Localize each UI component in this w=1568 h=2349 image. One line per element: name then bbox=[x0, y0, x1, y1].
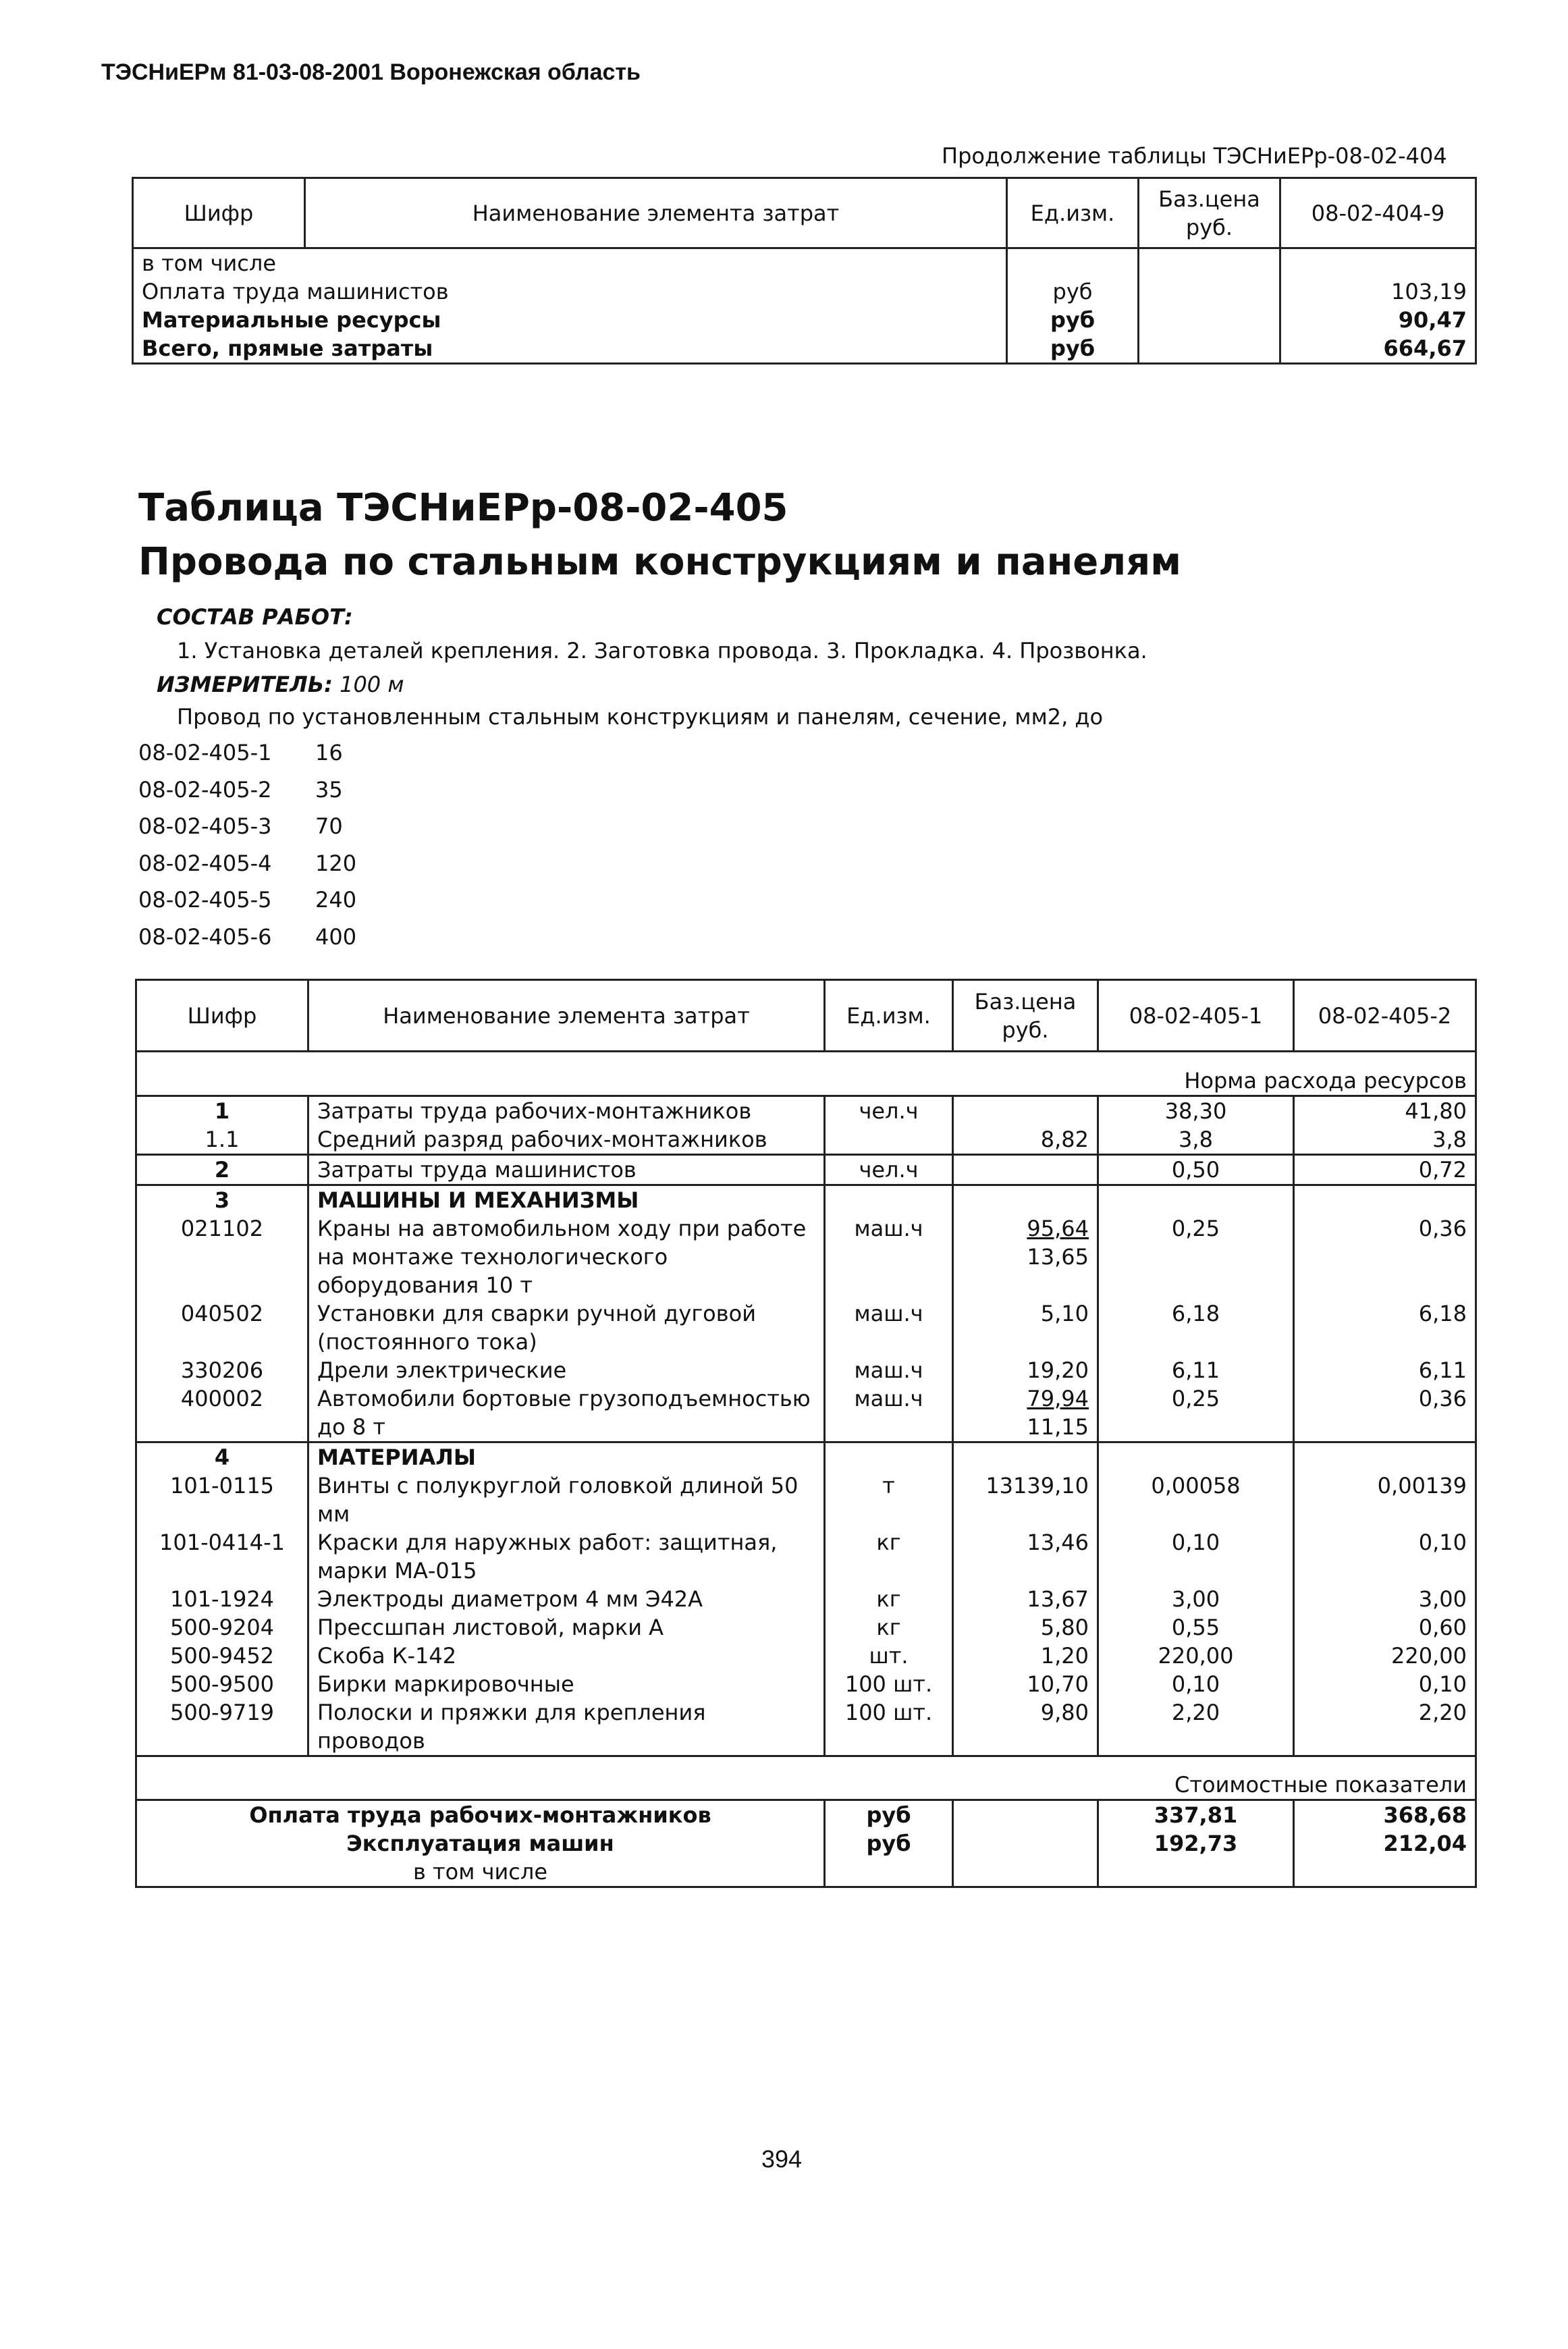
continuation-table bbox=[132, 177, 1477, 364]
table-row: 3 МАШИНЫ И МЕХАНИЗМЫ bbox=[136, 1185, 1476, 1214]
col-header-unit: Ед.изм. bbox=[825, 980, 953, 1052]
col-header-name: Наименование элемента затрат bbox=[305, 178, 1007, 248]
main-table bbox=[135, 979, 1477, 1888]
list-item: 08-02-405-1 16 bbox=[138, 740, 343, 765]
list-item: 08-02-405-3 70 bbox=[138, 813, 343, 839]
table-row: 500-9452 Скоба К-142 шт. 1,20 220,00 220,00 bbox=[136, 1642, 1476, 1670]
col-header-v1: 08-02-405-1 bbox=[1098, 980, 1294, 1052]
page-number: 394 bbox=[761, 2145, 803, 2173]
table-row: 021102 Краны на автомобильном ходу при работе на монтаже технологического оборудования 10 т маш.ч 95,64 13,65 0,25 0,36 bbox=[136, 1214, 1476, 1299]
table-row: 101-0115 Винты с полукруглой головкой длиной 50 мм т 13139,10 0,00058 0,00139 bbox=[136, 1472, 1476, 1528]
table-subtitle: Провода по стальным конструкциям и панелям bbox=[138, 540, 1182, 584]
table-row: 400002 Автомобили бортовые грузоподъемностью до 8 т маш.ч 79,94 11,15 0,25 0,36 bbox=[136, 1384, 1476, 1442]
table-row: в том числе bbox=[133, 248, 1476, 278]
list-item: 08-02-405-4 120 bbox=[138, 850, 357, 876]
col-header-v2: 08-02-405-2 bbox=[1294, 980, 1476, 1052]
table-row: 500-9204 Прессшпан листовой, марки А кг 5,80 0,55 0,60 bbox=[136, 1613, 1476, 1642]
table-title: Таблица ТЭСНиЕРр-08-02-405 bbox=[138, 486, 788, 530]
table-row: Оплата труда рабочих-монтажников руб 337,81 368,68 bbox=[136, 1800, 1476, 1830]
col-header-price: Баз.цена руб. bbox=[1139, 178, 1280, 248]
continuation-note: Продолжение таблицы ТЭСНиЕРр-08-02-404 bbox=[942, 143, 1447, 169]
col-header-value: 08-02-404-9 bbox=[1280, 178, 1476, 248]
table-row: 500-9500 Бирки маркировочные 100 шт. 10,70 0,10 0,10 bbox=[136, 1670, 1476, 1698]
table-row: Материальные ресурсы руб 90,47 bbox=[133, 306, 1476, 334]
works-text: 1. Установка деталей крепления. 2. Заготовка провода. 3. Прокладка. 4. Прозвонка. bbox=[177, 638, 1147, 664]
norm-header: Норма расхода ресурсов bbox=[136, 1066, 1476, 1096]
table-row: 101-0414-1 Краски для наружных работ: защитная, марки МА-015 кг 13,46 0,10 0,10 bbox=[136, 1528, 1476, 1585]
table-row: 500-9719 Полоски и пряжки для крепления проводов 100 шт. 9,80 2,20 2,20 bbox=[136, 1698, 1476, 1756]
table-row: Всего, прямые затраты руб 664,67 bbox=[133, 334, 1476, 364]
table-row: Эксплуатация машин руб 192,73 212,04 bbox=[136, 1829, 1476, 1858]
col-header-code: Шифр bbox=[133, 178, 305, 248]
table-row: 1 Затраты труда рабочих-монтажников чел.ч 38,30 41,80 bbox=[136, 1096, 1476, 1125]
col-header-price: Баз.цена руб. bbox=[953, 980, 1098, 1052]
table-row: в том числе bbox=[136, 1858, 1476, 1887]
table-row: 4 МАТЕРИАЛЫ bbox=[136, 1442, 1476, 1472]
list-item: 08-02-405-6 400 bbox=[138, 923, 357, 950]
meter-value: 100 м bbox=[340, 672, 404, 697]
list-item: 08-02-405-2 35 bbox=[138, 776, 343, 803]
table-row: 2 Затраты труда машинистов чел.ч 0,50 0,72 bbox=[136, 1154, 1476, 1185]
col-header-code: Шифр bbox=[136, 980, 308, 1052]
meter-line bbox=[157, 672, 404, 697]
cost-header: Стоимостные показатели bbox=[136, 1771, 1476, 1800]
table-row: 1.1 Средний разряд рабочих-монтажников 8,82 3,8 3,8 bbox=[136, 1125, 1476, 1155]
table-row: Оплата труда машинистов руб 103,19 bbox=[133, 277, 1476, 306]
col-header-name: Наименование элемента затрат bbox=[308, 980, 825, 1052]
list-item: 08-02-405-5 240 bbox=[138, 887, 357, 913]
description: Провод по установленным стальным конструкциям и панелям, сечение, мм2, до bbox=[177, 704, 1104, 730]
table-row: 330206 Дрели электрические маш.ч 19,20 6,11 6,11 bbox=[136, 1356, 1476, 1384]
table-row: 040502 Установки для сварки ручной дуговой (постоянного тока) маш.ч 5,10 6,18 6,18 bbox=[136, 1299, 1476, 1356]
works-label: СОСТАВ РАБОТ: bbox=[157, 604, 353, 630]
table-row: 101-1924 Электроды диаметром 4 мм Э42А кг 13,67 3,00 3,00 bbox=[136, 1585, 1476, 1613]
col-header-unit: Ед.изм. bbox=[1007, 178, 1139, 248]
codes-list bbox=[138, 734, 356, 955]
document-header: ТЭСНиЕРм 81-03-08-2001 Воронежская область bbox=[101, 59, 641, 85]
meter-label: ИЗМЕРИТЕЛЬ: bbox=[157, 672, 333, 697]
